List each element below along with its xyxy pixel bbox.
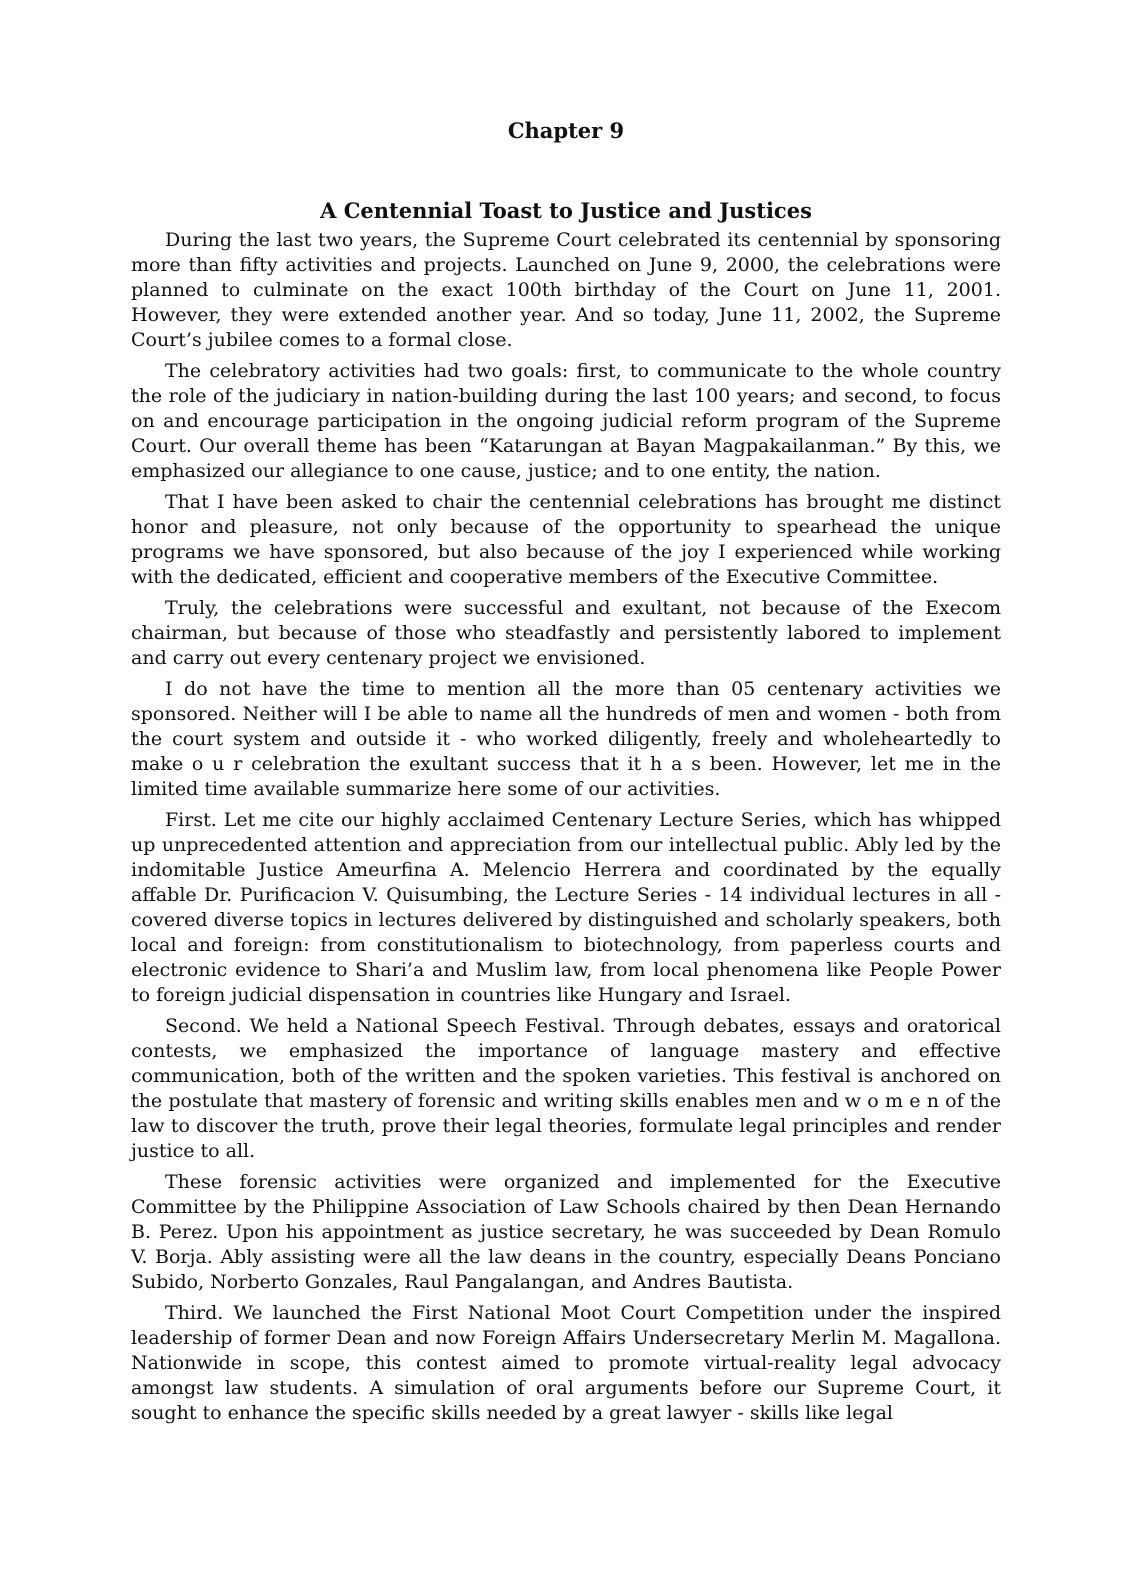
paragraph: Third. We launched the First National Moot Court Competition under the inspired leadership of former Dean and now Foreign Affairs Undersecretary Merlin M. Magallona. Nationwide in scope, this contest aimed to promote virtual-reality legal advocacy amongst law students. A simulation of oral arguments before our Supreme Court, it sought to enhance the specific skills needed by a great lawyer - skills like legal xyxy=(131,1302,1001,1424)
paragraph: Truly, the celebrations were successful and exultant, not because of the Execom chairman, but because of those who steadfastly and persistently labored to implement and carry out every centenary project we envisioned. xyxy=(131,597,1001,669)
paragraph: Second. We held a National Speech Festival. Through debates, essays and oratorical contests, we emphasized the importance of language mastery and effective communication, both of the written and the spoken varieties. This festival is anchored on the postulate that mastery of forensic and writing skills enables men and w o m e n of the law to discover the truth, prove their legal theories, formulate legal principles and render justice to all. xyxy=(131,1015,1001,1162)
paragraph: First. Let me cite our highly acclaimed Centenary Lecture Series, which has whipped up unprecedented attention and appreciation from our intellectual public. Ably led by the indomitable Justice Ameurfina A. Melencio Herrera and coordinated by the equally affable Dr. Purificacion V. Quisumbing, the Lecture Series - 14 individual lectures in all - covered diverse topics in lectures delivered by distinguished and scholarly speakers, both local and foreign: from constitutionalism to biotechnology, from paperless courts and electronic evidence to Shari’a and Muslim law, from local phenomena like People Power to foreign judicial dispensation in countries like Hungary and Israel. xyxy=(131,809,1001,1006)
paragraph: That I have been asked to chair the centennial celebrations has brought me distinct honor and pleasure, not only because of the opportunity to spearhead the unique programs we have sponsored, but also because of the joy I experienced while working with the dedicated, efficient and cooperative members of the Executive Committee. xyxy=(131,491,1001,588)
chapter-title: A Centennial Toast to Justice and Justices xyxy=(320,198,812,223)
paragraph: During the last two years, the Supreme Court celebrated its centennial by sponsoring more than fifty activities and projects. Launched on June 9, 2000, the celebrations were planned to culminate on the exact 100th birthday of the Court on June 11, 2001. However, they were extended another year. And so today, June 11, 2002, the Supreme Court’s jubilee comes to a formal close. xyxy=(131,229,1001,351)
document-page xyxy=(131,114,1001,1432)
paragraph: I do not have the time to mention all the more than 05 centenary activities we sponsored. Neither will I be able to name all the hundreds of men and women - both from the court system and outside it - who worked diligently, freely and wholeheartedly to make o u r celebration the exultant success that it h a s been. However, let me in the limited time available summarize here some of our activities. xyxy=(131,678,1001,801)
paragraph: The celebratory activities had two goals: first, to communicate to the whole country the role of the judiciary in nation-building during the last 100 years; and second, to focus on and encourage participation in the ongoing judicial reform program of the Supreme Court. Our overall theme has been “Katarungan at Bayan Magpakailanman.” By this, we emphasized our allegiance to one cause, justice; and to one entity, the nation. xyxy=(131,360,1001,482)
paragraph: These forensic activities were organized and implemented for the Executive Committee by the Philippine Association of Law Schools chaired by then Dean Hernando B. Perez. Upon his appointment as justice secretary, he was succeeded by Dean Romulo V. Borja. Ably assisting were all the law deans in the country, especially Deans Ponciano Subido, Norberto Gonzales, Raul Pangalangan, and Andres Bautista. xyxy=(131,1171,1001,1293)
chapter-label: Chapter 9 xyxy=(507,118,625,143)
